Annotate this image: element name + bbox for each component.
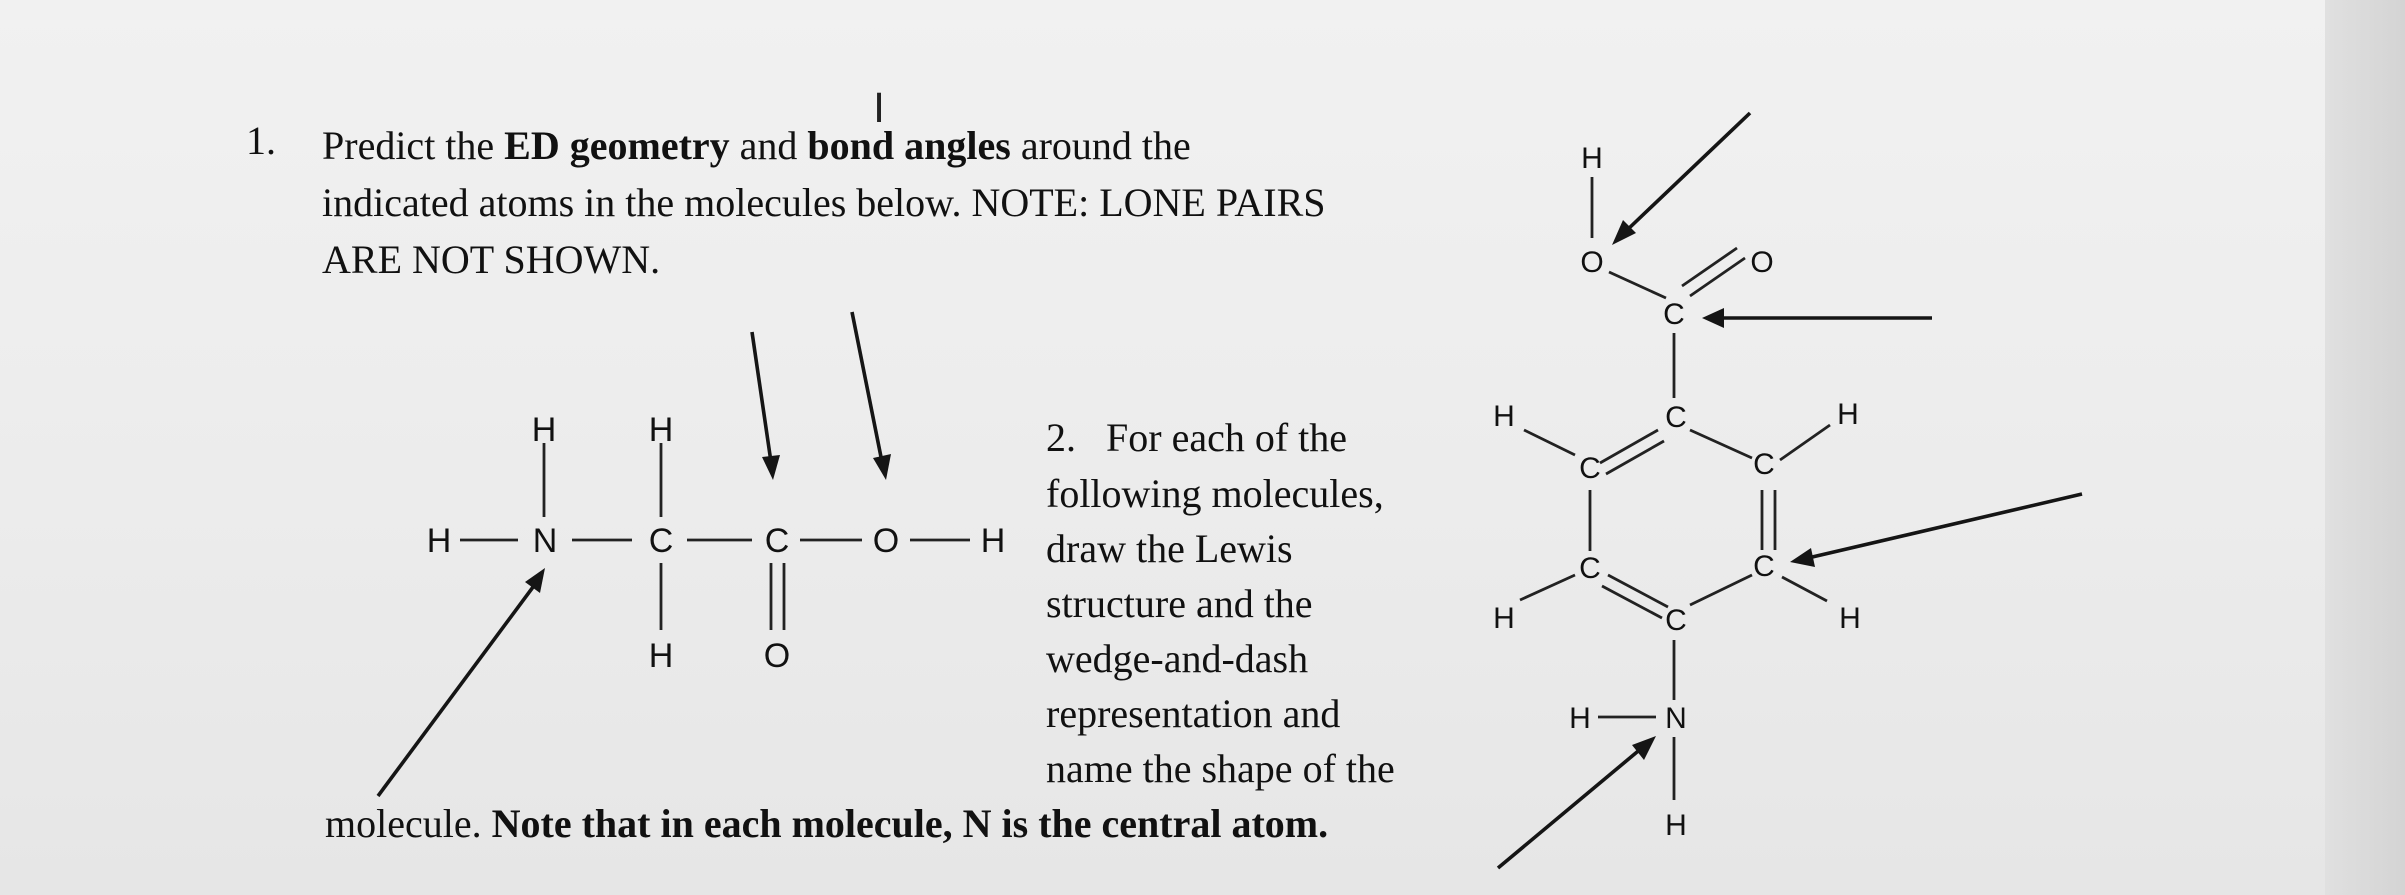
question-1-line-2: indicated atoms in the molecules below. NOTE: LONE PAIRS — [322, 180, 1326, 225]
bond-c-h — [1524, 430, 1575, 455]
question-2-line-2: following molecules, — [1046, 471, 1384, 516]
atom-h: H — [1837, 398, 1859, 431]
atom-h: H — [1493, 602, 1515, 635]
atom-h: H — [1581, 142, 1603, 175]
arrow-to-ring-carbon — [1808, 494, 2082, 558]
atom-c: C — [1579, 452, 1601, 485]
bond-c-o-double-2 — [1682, 248, 1737, 286]
arrow-to-nitrogen — [378, 583, 536, 796]
glycine-atoms — [427, 411, 1006, 675]
bond-c-h — [1520, 575, 1575, 600]
question-2-line-3: draw the Lewis — [1046, 526, 1293, 571]
aminobenzoic-acid-structure — [1420, 0, 2140, 895]
question-2-line-5: wedge-and-dash — [1046, 636, 1309, 681]
question-2-line-6: representation and — [1046, 691, 1341, 736]
ring-molecule-atoms — [1493, 142, 1861, 842]
atom-c: C — [1665, 604, 1687, 637]
atom-h: H — [1569, 702, 1591, 735]
arrow-to-carbonyl-carbon — [752, 332, 771, 462]
question-2-last-line: molecule. Note that in each molecule, N is the central atom. — [325, 801, 1329, 846]
atom-c: C — [1663, 298, 1685, 331]
atom-n: N — [1665, 702, 1687, 735]
atom-h: H — [648, 637, 674, 675]
atom-c: C — [1579, 552, 1601, 585]
atom-h: H — [426, 522, 452, 560]
bond-o-c — [1609, 272, 1666, 298]
atom-h: H — [980, 522, 1006, 560]
atom-o: O — [763, 637, 791, 675]
arrowhead — [762, 455, 780, 480]
atom-h: H — [531, 411, 557, 449]
bond-ring — [1690, 430, 1752, 458]
atom-n: N — [532, 522, 558, 560]
bond-ring — [1690, 575, 1752, 605]
bond-c-o-double-1 — [1690, 258, 1745, 296]
atom-c: C — [1665, 401, 1687, 434]
glycine-structure — [0, 0, 1040, 895]
page-edge-shadow — [2325, 0, 2405, 895]
arrow-to-hydroxyl-oxygen — [852, 312, 882, 462]
question-2-line-7: name the shape of the — [1046, 746, 1395, 791]
bond-c-h — [1782, 577, 1827, 601]
atom-c: C — [648, 522, 674, 560]
bond-ring-double-2 — [1602, 586, 1662, 618]
bond-ring-double-1 — [1600, 430, 1658, 463]
text-cursor-icon: I — [873, 86, 885, 132]
arrowhead — [873, 454, 891, 480]
arrow-to-nitrogen — [1498, 747, 1643, 868]
atom-o: O — [1750, 246, 1774, 279]
bond-ring-double-1 — [1608, 575, 1668, 607]
arrowhead — [1632, 736, 1656, 760]
atom-c: C — [764, 522, 790, 560]
arrowhead — [525, 568, 545, 593]
question-1-line-3: ARE NOT SHOWN. — [322, 237, 661, 282]
bond-ring-double-2 — [1606, 441, 1664, 474]
arrowhead — [1702, 308, 1724, 328]
arrowhead — [1790, 548, 1815, 567]
bond-c-h — [1780, 425, 1830, 460]
atom-o: O — [1580, 246, 1604, 279]
atom-h: H — [648, 411, 674, 449]
question-1-number: 1. — [246, 118, 276, 163]
atom-h: H — [1839, 602, 1861, 635]
glycine-arrows — [378, 312, 891, 796]
ring-molecule-arrows — [1498, 113, 2082, 868]
atom-h: H — [1665, 809, 1687, 842]
atom-h: H — [1493, 400, 1515, 433]
question-1-line-1: Predict the ED geometry and bond angles around the — [322, 123, 1191, 168]
arrow-to-hydroxyl-oxygen — [1625, 113, 1750, 232]
atom-o: O — [872, 522, 900, 560]
question-2-line-4: structure and the — [1046, 581, 1313, 626]
question-2-line-1: 2. For each of the — [1046, 415, 1348, 460]
atom-c: C — [1753, 448, 1775, 481]
atom-c: C — [1753, 550, 1775, 583]
